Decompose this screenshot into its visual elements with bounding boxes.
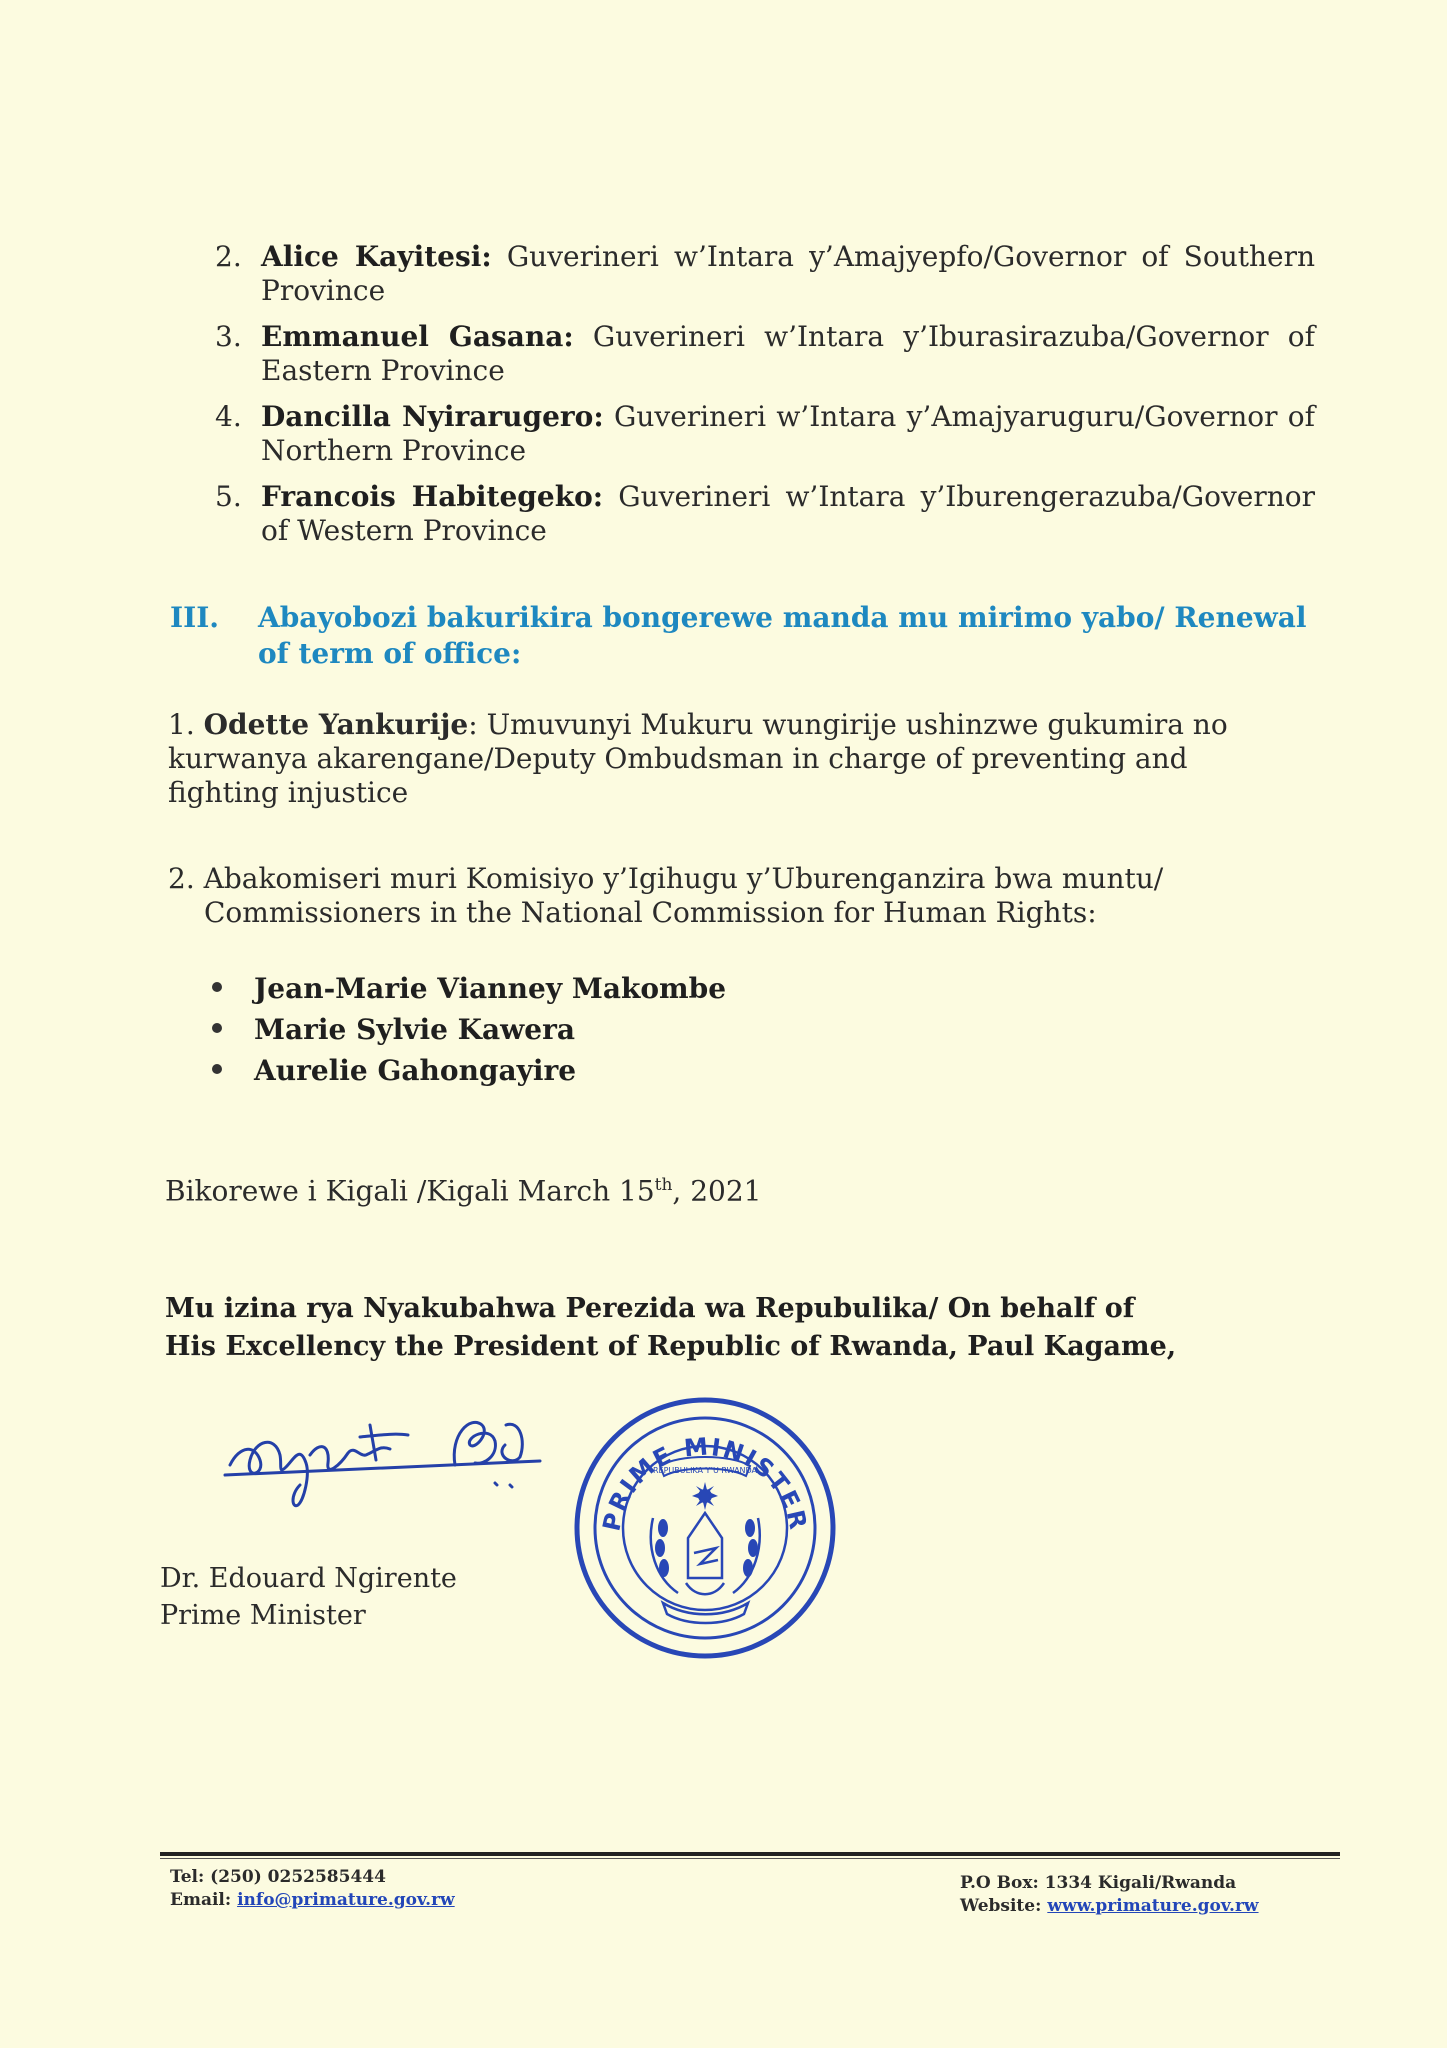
list-item (210, 1050, 726, 1091)
date-year: , 2021 (672, 1174, 762, 1208)
person-name: Francois Habitegeko: (261, 480, 604, 513)
date-line (165, 1168, 761, 1208)
date-ordinal: th (654, 1175, 673, 1195)
person-role: : Umuvunyi Mukuru wungirije ushinzwe gukumira no kurwanya akarengane/Deputy Ombudsman in charge of preventing and fighting injustice (168, 708, 1228, 809)
on-behalf-statement (165, 1290, 1265, 1366)
commission-title: 2. Abakomiseri muri Komisiyo y’Igihugu y’Uburenganzira bwa muntu/ (168, 862, 1164, 895)
list-item (215, 480, 1315, 548)
renewal-item-1 (168, 708, 1278, 810)
email-link[interactable]: info@primature.gov.rw (237, 1890, 455, 1910)
renewal-item-2 (168, 862, 1278, 930)
person-role: Guverineri w’Intara y’Amajyaruguru/Governor of Northern Province (261, 400, 1315, 467)
list-item (210, 968, 726, 1009)
on-behalf-line-2: His Excellency the President of Republic of Rwanda, Paul Kagame, (165, 1331, 1177, 1362)
person-role: Guverineri w’Intara y’Iburengerazuba/Governor of Western Province (261, 480, 1315, 547)
item-number: 1. (168, 708, 195, 741)
person-role: Guverineri w’Intara y’Amajyepfo/Governor of Southern Province (261, 240, 1316, 307)
signatory-title: Prime Minister (160, 1600, 366, 1631)
footer-contact-right (960, 1872, 1259, 1918)
footer-divider (160, 1852, 1340, 1856)
list-item (215, 320, 1315, 388)
seal-title: PRIME MINISTER (597, 1432, 813, 1534)
prime-minister-seal-icon (568, 1388, 843, 1663)
website-link[interactable]: www.primature.gov.rw (1047, 1896, 1259, 1916)
person-name: Jean-Marie Vianney Makombe (254, 972, 727, 1005)
person-role: Guverineri w’Intara y’Iburasirazuba/Governor of Eastern Province (261, 320, 1315, 387)
bullet-icon (212, 1064, 222, 1074)
pobox-label: P.O Box: (960, 1873, 1039, 1893)
on-behalf-line-1: Mu izina rya Nyakubahwa Perezida wa Repubulika/ On behalf of (165, 1293, 1135, 1324)
email-label: Email: (170, 1890, 232, 1910)
section-heading (170, 600, 1320, 672)
item-number: 5. (215, 480, 242, 513)
item-number: 3. (215, 320, 242, 353)
section-title: Abayobozi bakurikira bongerewe manda mu mirimo yabo/ Renewal of term of office: (258, 601, 1307, 670)
tel-label: Tel: (170, 1867, 205, 1887)
bullet-icon (212, 1023, 222, 1033)
tel-value: (250) 0252585444 (210, 1867, 386, 1887)
signatory-block (160, 1560, 457, 1634)
bullet-icon (212, 982, 222, 992)
person-name: Marie Sylvie Kawera (254, 1013, 575, 1046)
person-name: Aurelie Gahongayire (254, 1054, 577, 1087)
date-prefix: Bikorewe i Kigali /Kigali March 15 (165, 1174, 655, 1208)
commissioners-list (210, 968, 726, 1091)
seal-inner-text: REPUBULIKA Y’U RWANDA (652, 1466, 758, 1475)
signature-icon (220, 1405, 600, 1515)
list-item (215, 400, 1315, 468)
list-item (215, 240, 1315, 308)
pobox-value: 1334 Kigali/Rwanda (1044, 1873, 1237, 1893)
governors-list (215, 240, 1315, 560)
item-number: 4. (215, 400, 242, 433)
person-name: Emmanuel Gasana: (261, 320, 574, 353)
person-name: Alice Kayitesi: (261, 240, 492, 273)
person-name: Odette Yankurije (203, 708, 469, 741)
person-name: Dancilla Nyirarugero: (261, 400, 604, 433)
commission-subtitle: Commissioners in the National Commission for Human Rights: (204, 896, 1097, 929)
signatory-name: Dr. Edouard Ngirente (160, 1563, 457, 1594)
section-number: III. (170, 601, 220, 634)
footer-contact-left (170, 1866, 455, 1912)
item-number: 2. (215, 240, 242, 273)
footer-divider-thin (160, 1858, 1340, 1859)
list-item (210, 1009, 726, 1050)
website-label: Website: (960, 1896, 1042, 1916)
